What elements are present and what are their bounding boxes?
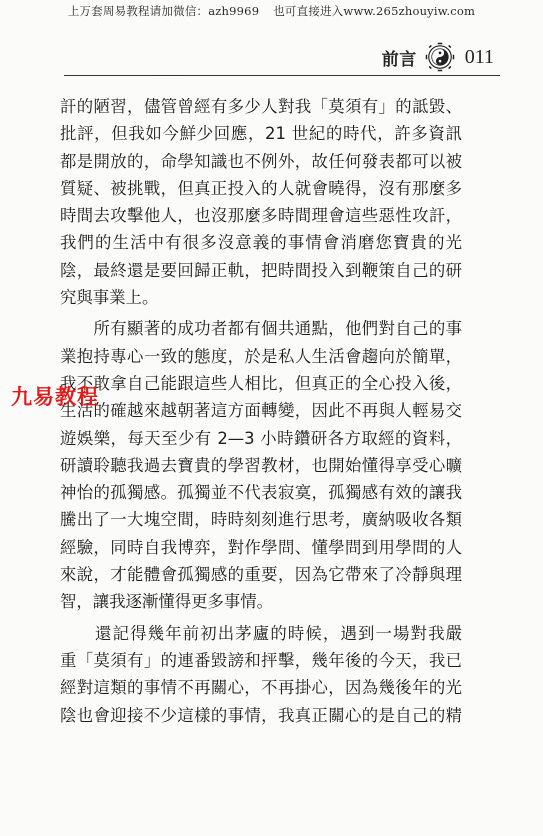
section-title: 前言 [381, 49, 417, 70]
bagua-taiji-icon [425, 42, 455, 72]
text-line: 批評，但我如今鮮少回應，21 世紀的時代，許多資訊 [60, 124, 462, 144]
text-line: 我們的生活中有很多沒意義的事情會消磨您寶貴的光 [60, 233, 462, 253]
text-line: 遊娛樂，每天至少有 2—3 小時鑽研各方取經的資料， [60, 428, 462, 448]
text-line: 經對這類的事情不再關心，不再掛心，因為幾後年的光 [60, 678, 462, 698]
text-line: 神怡的孤獨感。孤獨並不代表寂寞，孤獨感有效的讓我 [60, 483, 462, 503]
promo-banner [0, 3, 543, 25]
page-number: 011 [464, 45, 494, 68]
text-line: 重「莫須有」的連番毀謗和抨擊，幾年後的今天，我已 [60, 650, 462, 670]
text-line: 時間去攻擊他人，也沒那麼多時間理會這些惡性攻訐， [60, 206, 462, 226]
text-line: 生活的確越來越朝著這方面轉變，因此不再與人輕易交 [60, 401, 462, 421]
text-line: 所有顯著的成功者都有個共通點，他們對自己的事 [60, 319, 462, 339]
header-divider [64, 75, 500, 76]
text-line: 經驗，同時自我博弈，對作學問、懂學問到用學問的人 [60, 537, 462, 557]
promo-banner-website: 也可直接进入www.265zhouyiw.com [273, 4, 476, 18]
promo-banner-wechat: 上万套周易教程请加微信：azh9969 [67, 4, 260, 18]
text-line: 究與事業上。 [60, 288, 159, 308]
text-line: 研讀聆聽我過去寶貴的學習教材，也開始懂得享受心曠 [60, 455, 462, 475]
text-line: 業抱持專心一致的態度，於是私人生活會趨向於簡單， [60, 346, 462, 366]
text-line: 騰出了一大塊空間，時時刻刻進行思考，廣納吸收各類 [60, 510, 462, 530]
text-line: 來說，才能體會孤獨感的重要，因為它帶來了冷靜與理 [60, 565, 462, 585]
text-line: 陰，最終還是要回歸正軌，把時間投入到鞭策自己的研 [60, 260, 462, 280]
page-header [382, 42, 494, 72]
text-line: 訐的陋習，儘管曾經有多少人對我「莫須有」的詆毀、 [60, 97, 462, 116]
text-line: 智，讓我逐漸懂得更多事情。 [60, 592, 274, 612]
text-line: 還記得幾年前初出茅廬的時候，遇到一場對我嚴 [60, 623, 462, 643]
scan-artifact: · · · · [150, 72, 180, 80]
watermark-logo: 九易教程 [11, 385, 99, 409]
text-line: 我不敢拿自己能跟這些人相比，但真正的全心投入後， [60, 373, 462, 393]
text-line: 質疑、被挑戰，但真正投入的人就會曉得，沒有那麼多 [60, 178, 462, 198]
text-line: 都是開放的，命學知識也不例外，故任何發表都可以被 [60, 151, 462, 171]
text-line: 陰也會迎接不少這樣的事情，我真正關心的是自己的精 [60, 705, 462, 725]
body-text [60, 93, 462, 729]
